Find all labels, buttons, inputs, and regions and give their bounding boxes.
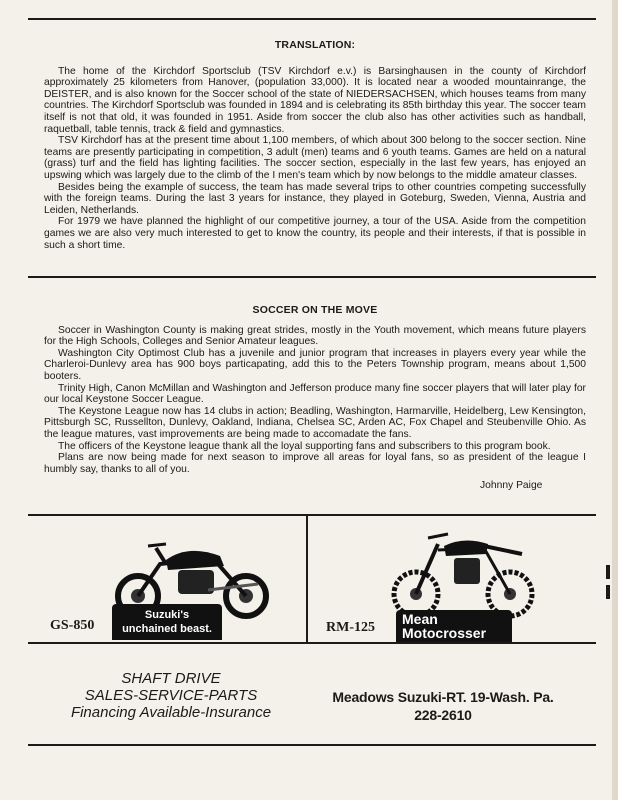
dealer-services [56,670,286,721]
top-rule [28,18,596,20]
gs850-banner-line2: unchained beast. [122,623,212,635]
signature: Johnny Paige [480,480,543,491]
soccer-paragraph: Trinity High, Canon McMillan and Washington and Jefferson produce many fine soccer players that will later play for our local Keystone Soccer League. [44,382,586,406]
translation-section [44,40,586,251]
translation-paragraph: For 1979 we have planned the highlight of our competitive journey, a tour of the USA. Aside from the competition games we are also very much interested to get to know the country, its people and their interests, if that is possible in such a short time. [44,216,586,251]
soccer-paragraph: The Keystone League now has 14 clubs in action; Beadling, Washington, Harmarville, Heidelberg, Lew Kensington, Pittsburgh SC, Russellton, Dunlevy, Oakland, Indiana, Chelsea SC, Arden AC, Fox Chapel and Steubenville Ohio. As the league matures, vast improvements are being made to accomadate the fans. [44,405,586,440]
dealer-phone: 228-2610 [414,707,472,723]
dealer-address: Meadows Suzuki-RT. 19-Wash. Pa. [332,689,554,705]
gs850-model: GS-850 [50,618,95,633]
dealer-contact [318,688,568,724]
translation-heading: TRANSLATION: [274,39,356,51]
dealer-line1: SHAFT DRIVE [121,670,221,687]
section-divider [28,276,596,278]
soccer-section [44,305,586,475]
soccer-paragraph: Washington City Optimost Club has a juvenile and junior program that increases in players every year while the Charleroi-Dunlevy area has 900 boys particapating, add this to the Peters Township program, means about 1,500 booters. [44,347,586,382]
soccer-paragraph: The officers of the Keystone league thank all the loyal supporting fans and subscribers to this program book. [58,440,551,452]
dealer-line2: SALES-SERVICE-PARTS [84,687,258,704]
bottom-rule [28,744,596,746]
translation-paragraph: TSV Kirchdorf has at the present time about 1,100 members, of which about 300 belong to the soccer section. Nine teams are presently participating in competition, 3 adult (men) teams and 6 youth teams. Games are held on a natural (grass) turf and the field has lighting facilities. The soccer section, especially in the last few years, has enjoyed an upswing which was largely due to the climb of the I men's team which by now belongs to the middle amateur classes. [44,135,586,181]
dirt-bike-icon [388,524,538,620]
soccer-heading: SOCCER ON THE MOVE [252,304,378,316]
rm125-banner [396,610,512,642]
soccer-paragraph: Soccer in Washington County is making great strides, mostly in the Youth movement, which means future players for the High Schools, Colleges and Senior Amateur leagues. [44,324,586,348]
suzuki-ad [28,514,596,644]
rm125-banner-line2: Motocrosser [402,625,487,641]
ad-divider [306,516,308,642]
rm125-model: RM-125 [326,620,375,635]
gs850-banner [112,604,222,640]
translation-paragraph: Besides being the example of success, the team has made several trips to other countries competing successfully with the foreign teams. During the last 3 years for instance, they played in Goteburg, Sweden, Vienna, Austria and Leiden, Netherlands. [44,181,586,216]
dealer-line3: Financing Available-Insurance [70,704,272,721]
gs850-banner-line1: Suzuki's [144,609,190,621]
soccer-paragraph: Plans are now being made for next season to improve all areas for loyal fans, so as president of the league I humbly say, thanks to all of you. [44,452,586,475]
binder-tab [606,565,610,579]
binder-tab [606,585,610,599]
translation-paragraph: The home of the Kirchdorf Sportsclub (TSV Kirchdorf e.v.) is Barsinghausen in the county of Kirchdorf approximately 25 kilometers from Hanover, (population 33,000). It is located near a wooded mountainrange, the DEISTER, and is also known for the Soccer school of the state of NIEDERSACHSEN, which houses teams from many countries. The Kirchdorf Sportsclub was founded in 1894 and is celebrating its 85th birthday this year. The soccer team itself is not that old, it was founded in 1951. Aside from soccer the club also has other activities such as handball, raquetball, table tennis, track & field and gymnastics. [44,65,586,135]
rm125-banner-line1: Mean [402,611,438,627]
